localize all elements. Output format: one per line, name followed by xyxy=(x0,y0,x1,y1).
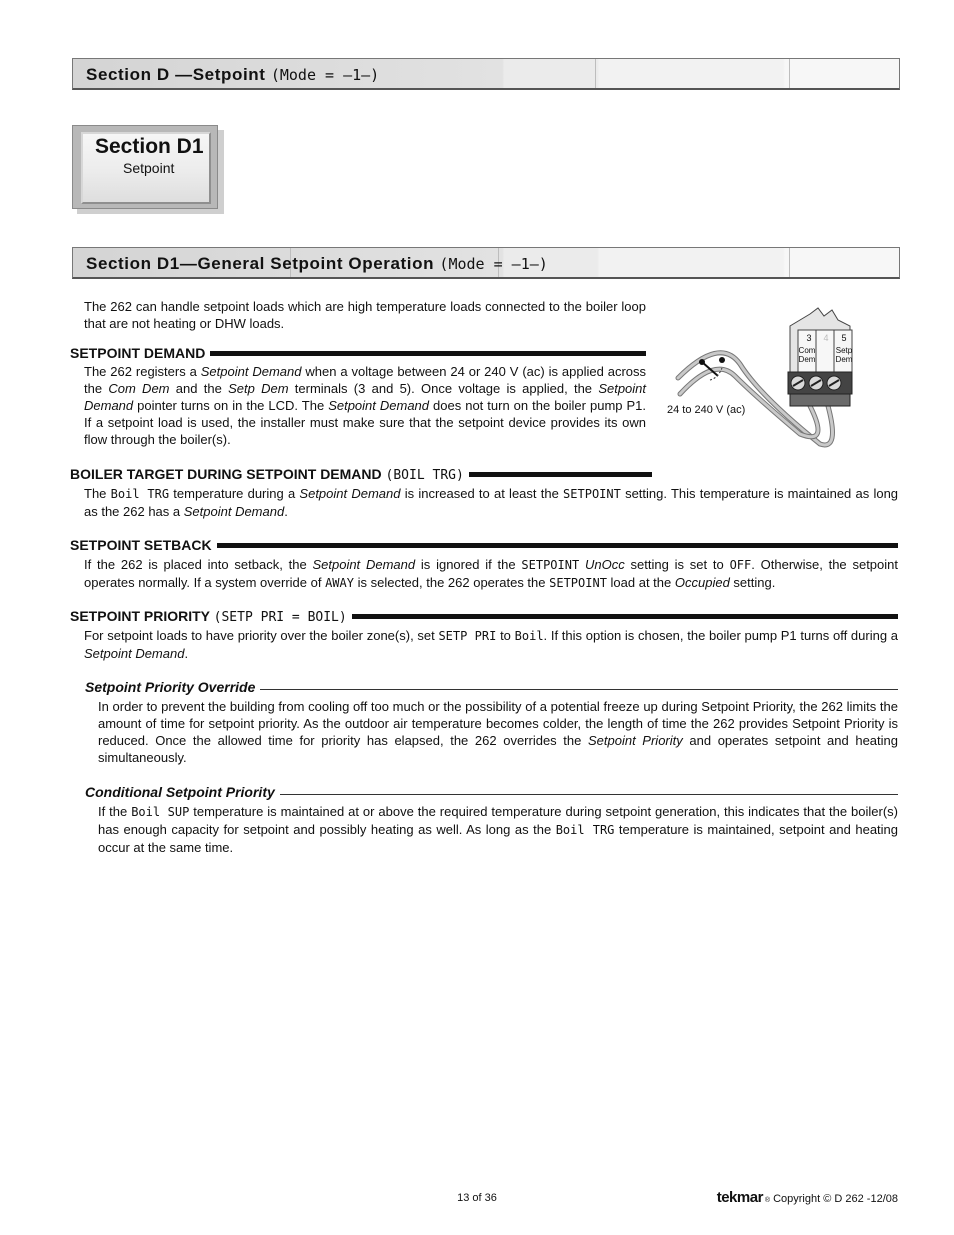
setpoint-demand-paragraph: The 262 registers a Setpoint Demand when a voltage between 24 or 240 V (ac) is applied across the Com Dem and the Setp Dem terminals (3 and 5). Once voltage is applied, the Setpoint Demand pointer turns on in the LCD. The Setpoint Demand does not turn on the boiler pump P1. If a setpoint load is used, the installer must make sure that the setpoint device provides its own flow through the boiler(s). xyxy=(84,364,647,447)
setpoint-setback-paragraph: If the 262 is placed into setback, the Setpoint Demand is ignored if the SETPOINT UnOcc setting is set to OFF. Otherwise, the setpoint operates normally. If a system override of AWAY is selected, the 262 operates the SETPOINT load at the Occupied setting. xyxy=(84,557,898,590)
section-d1-title: Section D1—General Setpoint Operation (Mode = —1—) xyxy=(86,254,548,273)
section-d1-header xyxy=(72,247,900,279)
priority-override-heading: Setpoint Priority Override xyxy=(85,679,898,696)
page-number: 13 of 36 xyxy=(457,1192,497,1204)
setpoint-demand-heading: SETPOINT DEMAND xyxy=(70,345,646,362)
com-dem-label-1: Com xyxy=(798,346,816,355)
setp-dem-label-2: Dem xyxy=(835,355,853,364)
terminal-5-label: 5 xyxy=(841,333,847,343)
section-d-title: Section D —Setpoint (Mode = —1—) xyxy=(86,65,380,84)
setpoint-priority-paragraph: For setpoint loads to have priority over the boiler zone(s), set SETP PRI to Boil. If this option is chosen, the boiler pump P1 turns off during a Setpoint Demand. xyxy=(84,628,898,661)
tekmar-logo: tekmar xyxy=(716,1189,763,1206)
terminal-3-label: 3 xyxy=(806,333,812,343)
footer-copyright: tekmar ® Copyright © D 262 -12/08 xyxy=(716,1189,898,1206)
priority-override-paragraph: In order to prevent the building from cooling off too much or the possibility of a potential freeze up during Setpoint Priority, the 262 limits the amount of time for setpoint priority. As the outdoor air temperature becomes colder, the length of time the 262 provides Setpoint Priority is reduced. Once the allowed time for priority has elapsed, the 262 overrides the Setpoint Priority and operates setpoint and heating simultaneously. xyxy=(98,699,899,765)
voltage-label: 24 to 240 V (ac) xyxy=(667,404,746,416)
setp-dem-label-1: Setp xyxy=(835,346,853,355)
com-dem-label-2: Dem xyxy=(798,355,816,364)
boiler-target-paragraph: The Boil TRG temperature during a Setpoint Demand is increased to at least the SETPOINT setting. This temperature is maintained as long as the 262 has a Setpoint Demand. xyxy=(84,486,899,519)
section-d-header xyxy=(72,58,900,90)
svg-text:4: 4 xyxy=(823,333,829,343)
setpoint-setback-heading: SETPOINT SETBACK xyxy=(70,537,898,554)
section-d1-tab xyxy=(72,125,224,214)
boiler-target-heading: BOILER TARGET DURING SETPOINT DEMAND (BOIL TRG) xyxy=(70,466,652,483)
conditional-priority-paragraph: If the Boil SUP temperature is maintained at or above the required temperature during setpoint generation, this indicates that the boiler(s) has enough capacity for setpoint and possibly heating as well. As long as the Boil TRG temperature is maintained, setpoint and heating occur at the same time. xyxy=(98,804,899,855)
intro-paragraph: The 262 can handle setpoint loads which are high temperature loads connected to the boiler loop that are not heating or DHW loads. xyxy=(84,299,646,331)
setpoint-priority-heading: SETPOINT PRIORITY (SETP PRI = BOIL) xyxy=(70,608,898,625)
conditional-priority-heading: Conditional Setpoint Priority xyxy=(85,784,898,801)
terminal-wiring-diagram xyxy=(660,306,900,456)
section-d1-box-title: Section D1 xyxy=(95,135,204,158)
section-d1-box-subtitle: Setpoint xyxy=(123,160,175,176)
